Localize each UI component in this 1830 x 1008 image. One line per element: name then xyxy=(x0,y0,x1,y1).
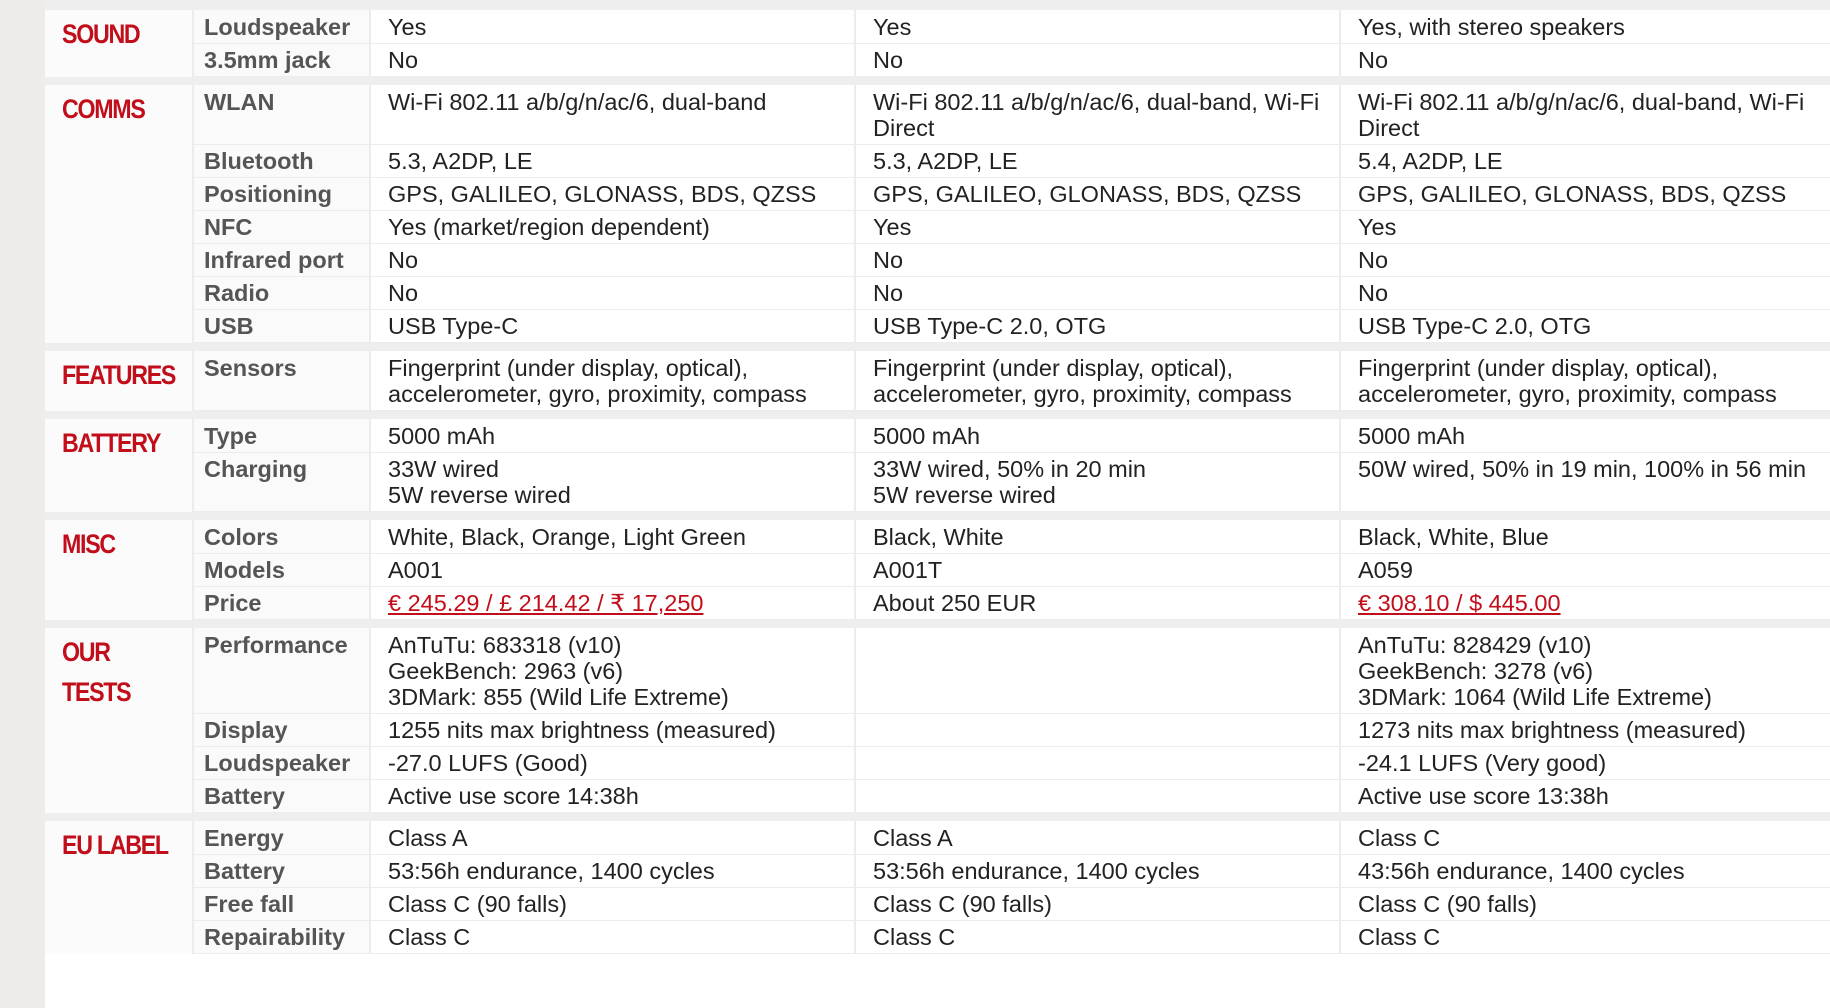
spec-label: Display xyxy=(193,714,370,747)
spec-value-phone-3: Yes xyxy=(1340,211,1830,244)
spec-label: Charging xyxy=(193,453,370,512)
spec-row xyxy=(45,10,1830,44)
spec-value-phone-1: USB Type-C xyxy=(370,310,855,343)
spec-value-phone-1: 5.3, A2DP, LE xyxy=(370,145,855,178)
spec-label: Type xyxy=(193,419,370,453)
spec-value-phone-3: No xyxy=(1340,244,1830,277)
spec-label: Loudspeaker xyxy=(193,747,370,780)
spec-value-phone-1: GPS, GALILEO, GLONASS, BDS, QZSS xyxy=(370,178,855,211)
spec-value-phone-3: 1273 nits max brightness (measured) xyxy=(1340,714,1830,747)
spec-value-text: 33W wired, 50% in 20 min 5W reverse wired xyxy=(873,456,1146,508)
spec-value-phone-2 xyxy=(855,780,1340,813)
spec-value-phone-3: A059 xyxy=(1340,554,1830,587)
spec-row xyxy=(45,145,1830,178)
category-cell xyxy=(45,10,193,77)
table-top-separator xyxy=(45,0,1830,10)
section-separator-cell xyxy=(45,77,1830,86)
spec-label: Colors xyxy=(193,520,370,554)
spec-value-phone-3: 5.4, A2DP, LE xyxy=(1340,145,1830,178)
spec-label: 3.5mm jack xyxy=(193,44,370,77)
spec-label: Energy xyxy=(193,821,370,855)
spec-row xyxy=(45,178,1830,211)
section-separator xyxy=(45,411,1830,420)
spec-value-phone-1: Active use score 14:38h xyxy=(370,780,855,813)
spec-row xyxy=(45,855,1830,888)
spec-value-phone-3: USB Type-C 2.0, OTG xyxy=(1340,310,1830,343)
spec-value-phone-1: No xyxy=(370,277,855,310)
spec-value-phone-2: Wi-Fi 802.11 a/b/g/n/ac/6, dual-band, Wi-Fi Direct xyxy=(855,85,1340,145)
spec-row xyxy=(45,780,1830,813)
spec-value-phone-2: USB Type-C 2.0, OTG xyxy=(855,310,1340,343)
spec-label: NFC xyxy=(193,211,370,244)
spec-label: Performance xyxy=(193,628,370,714)
section-separator xyxy=(45,813,1830,822)
section-separator xyxy=(45,620,1830,629)
section-separator xyxy=(45,343,1830,352)
section-separator xyxy=(45,512,1830,521)
spec-value-phone-3: Wi-Fi 802.11 a/b/g/n/ac/6, dual-band, Wi-Fi Direct xyxy=(1340,85,1830,145)
category-cell xyxy=(45,419,193,512)
spec-value-phone-1: No xyxy=(370,44,855,77)
spec-label: Models xyxy=(193,554,370,587)
spec-label: Battery xyxy=(193,780,370,813)
spec-row xyxy=(45,44,1830,77)
spec-value-phone-3: 50W wired, 50% in 19 min, 100% in 56 min xyxy=(1340,453,1830,512)
spec-value-phone-2: GPS, GALILEO, GLONASS, BDS, QZSS xyxy=(855,178,1340,211)
spec-value-phone-3: Yes, with stereo speakers xyxy=(1340,10,1830,44)
spec-value-phone-1: 53:56h endurance, 1400 cycles xyxy=(370,855,855,888)
spec-value-phone-2: Yes xyxy=(855,211,1340,244)
spec-value-phone-2: A001T xyxy=(855,554,1340,587)
spec-value-phone-1: Class C (90 falls) xyxy=(370,888,855,921)
section-separator-cell xyxy=(45,813,1830,822)
section-separator xyxy=(45,77,1830,86)
spec-label: Infrared port xyxy=(193,244,370,277)
spec-label: WLAN xyxy=(193,85,370,145)
specs-table-body xyxy=(45,10,1830,954)
spec-value-phone-1: Wi-Fi 802.11 a/b/g/n/ac/6, dual-band xyxy=(370,85,855,145)
spec-value-phone-1: A001 xyxy=(370,554,855,587)
spec-row xyxy=(45,714,1830,747)
specs-comparison-table xyxy=(45,10,1830,954)
category-cell xyxy=(45,628,193,813)
spec-value-phone-2: Class C (90 falls) xyxy=(855,888,1340,921)
section-separator-cell xyxy=(45,620,1830,629)
spec-label: Radio xyxy=(193,277,370,310)
spec-row xyxy=(45,85,1830,145)
spec-row xyxy=(45,277,1830,310)
spec-row xyxy=(45,747,1830,780)
category-cell xyxy=(45,351,193,411)
category-heading: EU LABEL xyxy=(62,830,168,860)
spec-value-phone-1: -27.0 LUFS (Good) xyxy=(370,747,855,780)
spec-row xyxy=(45,211,1830,244)
spec-row xyxy=(45,587,1830,620)
spec-value-phone-2: Yes xyxy=(855,10,1340,44)
spec-value-phone-3: 5000 mAh xyxy=(1340,419,1830,453)
price-link[interactable]: € 245.29 / £ 214.42 / ₹ 17,250 xyxy=(388,590,704,616)
spec-label: Repairability xyxy=(193,921,370,954)
spec-value-phone-2 xyxy=(855,628,1340,714)
spec-value-phone-3: Fingerprint (under display, optical), accelerometer, gyro, proximity, compass xyxy=(1340,351,1830,411)
spec-value-phone-2: Class A xyxy=(855,821,1340,855)
spec-value-phone-1 xyxy=(370,628,855,714)
spec-value-phone-1: No xyxy=(370,244,855,277)
category-cell xyxy=(45,85,193,343)
section-separator-cell xyxy=(45,343,1830,352)
category-heading: OUR TESTS xyxy=(62,637,131,707)
spec-value-phone-2: Black, White xyxy=(855,520,1340,554)
spec-value-phone-3: Class C xyxy=(1340,821,1830,855)
spec-label: Battery xyxy=(193,855,370,888)
spec-value-phone-1: 1255 nits max brightness (measured) xyxy=(370,714,855,747)
spec-value-phone-1 xyxy=(370,587,855,620)
spec-label: Positioning xyxy=(193,178,370,211)
spec-value-text: 33W wired 5W reverse wired xyxy=(388,456,571,508)
spec-label: Sensors xyxy=(193,351,370,411)
spec-value-phone-2: Class C xyxy=(855,921,1340,954)
spec-value-phone-1: Yes xyxy=(370,10,855,44)
page-left-gutter xyxy=(0,0,45,1008)
spec-value-phone-1: Yes (market/region dependent) xyxy=(370,211,855,244)
spec-value-phone-3: -24.1 LUFS (Very good) xyxy=(1340,747,1830,780)
spec-label: Price xyxy=(193,587,370,620)
spec-value-phone-3: Active use score 13:38h xyxy=(1340,780,1830,813)
spec-value-phone-3: Class C xyxy=(1340,921,1830,954)
spec-value-phone-1: Class C xyxy=(370,921,855,954)
spec-value-phone-2: 5000 mAh xyxy=(855,419,1340,453)
spec-value-phone-2: 53:56h endurance, 1400 cycles xyxy=(855,855,1340,888)
spec-value-phone-3: Black, White, Blue xyxy=(1340,520,1830,554)
spec-value-phone-2 xyxy=(855,747,1340,780)
spec-value-phone-3 xyxy=(1340,628,1830,714)
spec-row xyxy=(45,419,1830,453)
category-heading: MISC xyxy=(62,529,115,559)
category-heading: COMMS xyxy=(62,94,145,124)
spec-value-phone-1: Class A xyxy=(370,821,855,855)
spec-value-phone-1: 5000 mAh xyxy=(370,419,855,453)
category-cell xyxy=(45,821,193,954)
spec-row xyxy=(45,244,1830,277)
spec-value-phone-2 xyxy=(855,714,1340,747)
spec-value-text: AnTuTu: 683318 (v10) GeekBench: 2963 (v6) 3DMark: 855 (Wild Life Extreme) xyxy=(388,632,729,710)
category-cell xyxy=(45,520,193,620)
category-heading: BATTERY xyxy=(62,428,161,458)
spec-label: Loudspeaker xyxy=(193,10,370,44)
spec-row xyxy=(45,554,1830,587)
category-heading: FEATURES xyxy=(62,360,176,390)
spec-value-phone-3: No xyxy=(1340,277,1830,310)
spec-row xyxy=(45,453,1830,512)
spec-label: USB xyxy=(193,310,370,343)
spec-value-phone-2: No xyxy=(855,277,1340,310)
spec-value-phone-2: About 250 EUR xyxy=(855,587,1340,620)
spec-row xyxy=(45,628,1830,714)
section-separator-cell xyxy=(45,512,1830,521)
spec-value-phone-2: 5.3, A2DP, LE xyxy=(855,145,1340,178)
spec-value-phone-3: 43:56h endurance, 1400 cycles xyxy=(1340,855,1830,888)
spec-row xyxy=(45,821,1830,855)
spec-value-phone-2 xyxy=(855,453,1340,512)
spec-value-phone-1: Fingerprint (under display, optical), accelerometer, gyro, proximity, compass xyxy=(370,351,855,411)
spec-row xyxy=(45,351,1830,411)
section-separator-cell xyxy=(45,411,1830,420)
spec-row xyxy=(45,921,1830,954)
spec-value-phone-3: Class C (90 falls) xyxy=(1340,888,1830,921)
spec-value-phone-2: Fingerprint (under display, optical), accelerometer, gyro, proximity, compass xyxy=(855,351,1340,411)
spec-value-phone-1: White, Black, Orange, Light Green xyxy=(370,520,855,554)
spec-value-phone-3: No xyxy=(1340,44,1830,77)
spec-row xyxy=(45,888,1830,921)
spec-row xyxy=(45,310,1830,343)
spec-value-phone-2: No xyxy=(855,244,1340,277)
spec-value-phone-2: No xyxy=(855,44,1340,77)
spec-value-text: AnTuTu: 828429 (v10) GeekBench: 3278 (v6) 3DMark: 1064 (Wild Life Extreme) xyxy=(1358,632,1712,710)
category-heading: SOUND xyxy=(62,19,140,49)
spec-value-phone-3 xyxy=(1340,587,1830,620)
spec-label: Free fall xyxy=(193,888,370,921)
spec-row xyxy=(45,520,1830,554)
price-link[interactable]: € 308.10 / $ 445.00 xyxy=(1358,590,1561,616)
spec-value-phone-3: GPS, GALILEO, GLONASS, BDS, QZSS xyxy=(1340,178,1830,211)
spec-value-phone-1 xyxy=(370,453,855,512)
spec-label: Bluetooth xyxy=(193,145,370,178)
